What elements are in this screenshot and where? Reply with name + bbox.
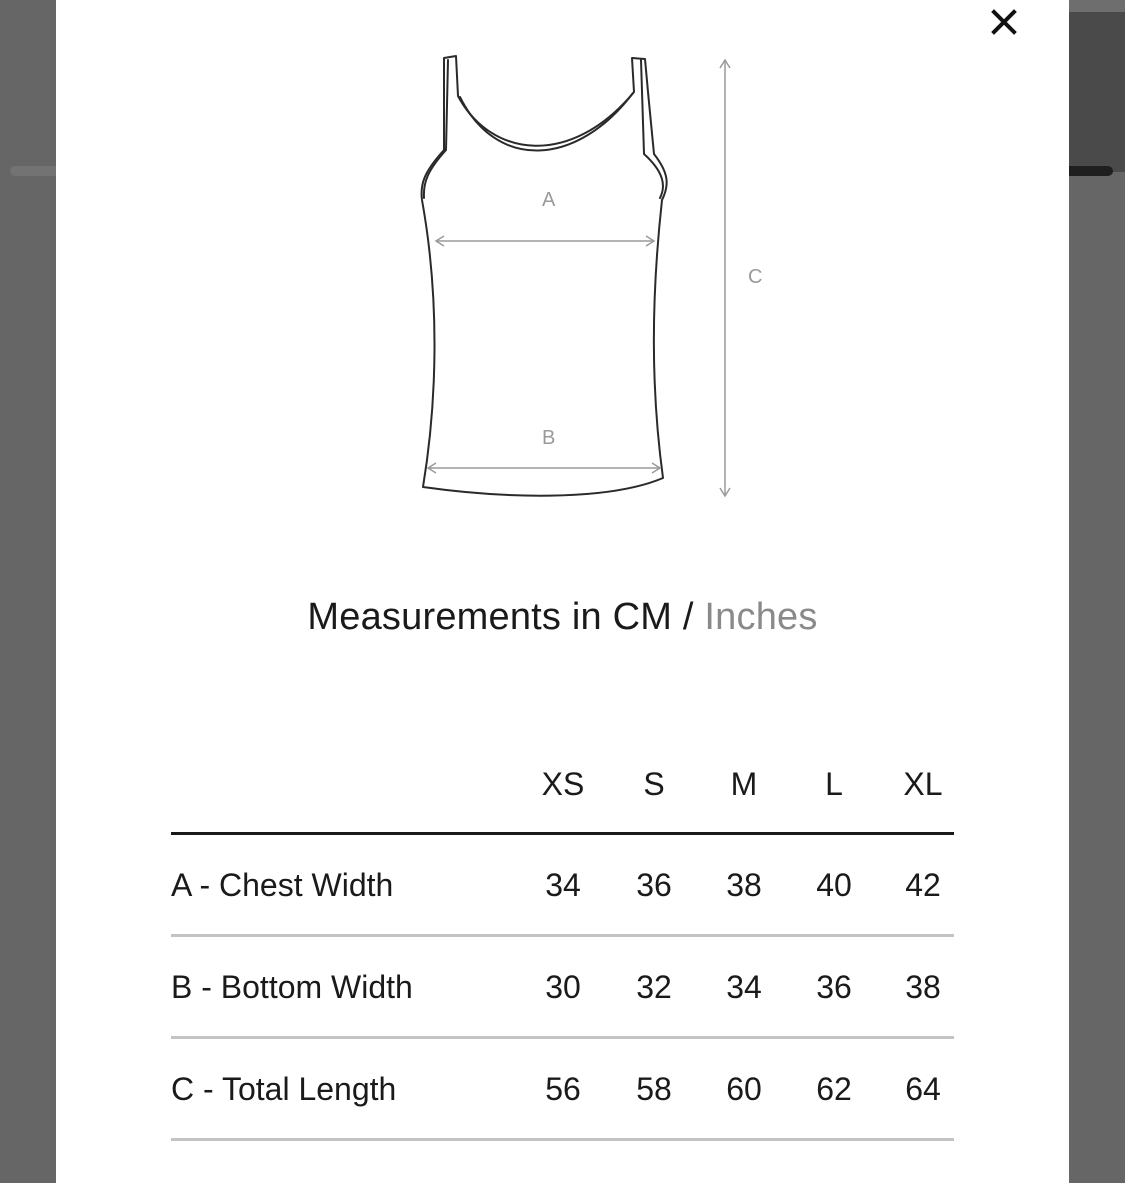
size-guide-modal: [56, 0, 1069, 1183]
measurement-units-title: [56, 596, 1069, 639]
tank-top-diagram: [416, 50, 776, 510]
table-cell: 58: [636, 1071, 672, 1107]
backdrop-left[interactable]: [0, 0, 56, 1183]
unit-cm-label: Measurements in CM /: [307, 596, 694, 638]
size-header-xs: XS: [541, 766, 585, 802]
size-table: [171, 752, 954, 1141]
table-cell: 38: [726, 867, 762, 903]
table-cell: 34: [545, 867, 581, 903]
table-row-bottom-width: [171, 937, 954, 1039]
size-header-l: L: [825, 766, 843, 802]
table-cell: 40: [816, 867, 852, 903]
backdrop-pill-left: [10, 166, 56, 176]
table-cell: 30: [545, 969, 581, 1005]
table-cell: 32: [636, 969, 672, 1005]
table-cell: 42: [905, 867, 941, 903]
diagram-label-a: A: [542, 189, 556, 211]
diagram-label-b: B: [542, 427, 556, 449]
table-cell: 38: [905, 969, 941, 1005]
table-cell: 56: [545, 1071, 581, 1107]
row-label: A - Chest Width: [171, 867, 394, 903]
row-label: B - Bottom Width: [171, 969, 413, 1005]
size-header-s: S: [643, 766, 665, 802]
size-header-xl: XL: [903, 766, 943, 802]
table-cell: 60: [726, 1071, 762, 1107]
table-cell: 34: [726, 969, 762, 1005]
close-icon: [991, 9, 1017, 35]
close-button[interactable]: [988, 6, 1020, 38]
size-header-m: M: [730, 766, 758, 802]
table-row-chest-width: [171, 835, 954, 937]
diagram-label-c: C: [748, 266, 763, 288]
backdrop-strip: [1069, 0, 1125, 12]
table-cell: 64: [905, 1071, 941, 1107]
size-header-row: [171, 752, 954, 835]
table-cell: 36: [816, 969, 852, 1005]
table-cell: 62: [816, 1071, 852, 1107]
table-cell: 36: [636, 867, 672, 903]
table-row-total-length: [171, 1039, 954, 1141]
unit-inches-toggle[interactable]: Inches: [704, 596, 818, 638]
backdrop-right[interactable]: [1069, 0, 1125, 1183]
backdrop-pill-right: [1069, 166, 1113, 176]
row-label: C - Total Length: [171, 1071, 397, 1107]
backdrop-card: [1069, 12, 1125, 172]
